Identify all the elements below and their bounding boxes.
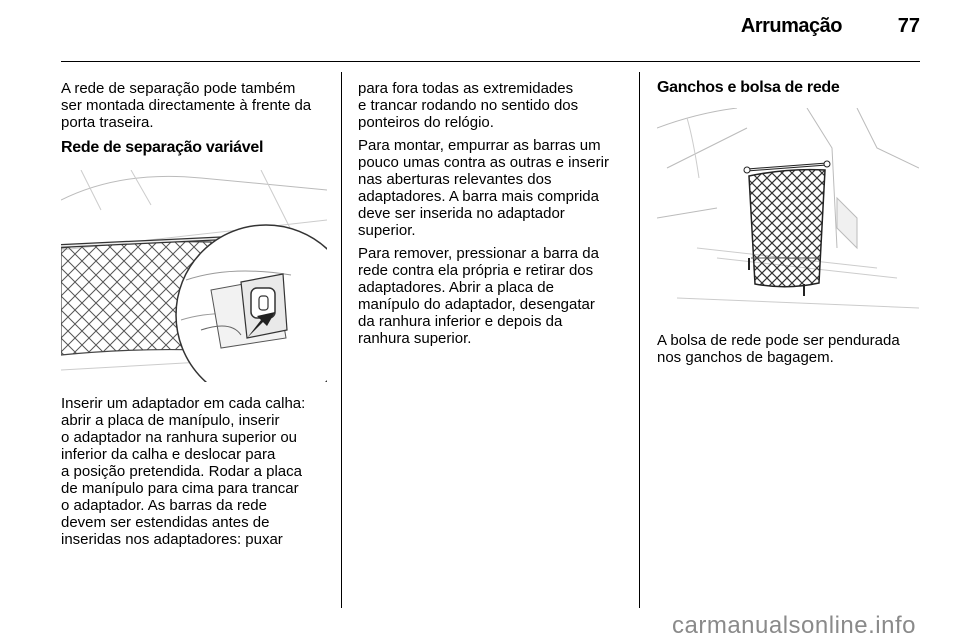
column-1-body — [61, 395, 331, 554]
text-line: o adaptador na ranhura superior ou — [61, 429, 298, 446]
page-header-title: Arrumação — [740, 15, 842, 37]
column-2 — [358, 80, 628, 353]
text-line: para fora todas as extremidades — [358, 80, 574, 97]
text-line: Inserir um adaptador em cada calha: — [61, 395, 306, 412]
text-line: e trancar rodando no sentido dos — [358, 97, 579, 114]
text-line: porta traseira. — [61, 114, 154, 131]
text-line: da ranhura inferior e depois da — [358, 313, 563, 330]
text-line: a posição pretendida. Rodar a placa — [61, 463, 302, 480]
net-adapter-illustration — [61, 170, 327, 382]
text-line: A rede de separação pode também — [61, 80, 296, 97]
text-line: Para montar, empurrar as barras um — [358, 137, 601, 154]
column-1 — [61, 80, 329, 156]
text-line: manípulo do adaptador, desengatar — [358, 296, 595, 313]
text-line: o adaptador. As barras da rede — [61, 497, 267, 514]
text-line: adaptadores. A barra mais comprida — [358, 188, 599, 205]
caption-paragraph — [657, 332, 922, 366]
text-line: de manípulo para cima para trancar — [61, 480, 299, 497]
text-line: inseridas nos adaptadores: puxar — [61, 531, 283, 548]
section-heading-ganchos: Ganchos e bolsa de rede — [657, 79, 840, 96]
paragraph-montar — [358, 137, 628, 239]
text-line: pouco umas contra as outras e inserir — [358, 154, 609, 171]
paragraph-continued — [358, 80, 628, 131]
column-3 — [657, 79, 922, 96]
text-line: superior. — [358, 222, 416, 239]
text-line: ponteiros do relógio. — [358, 114, 494, 131]
section-heading-rede: Rede de separação variável — [61, 139, 264, 156]
page-number: 77 — [897, 15, 920, 37]
text-line: nos ganchos de bagagem. — [657, 349, 834, 366]
text-line: nas aberturas relevantes dos — [358, 171, 552, 188]
column-divider-2 — [639, 72, 640, 608]
watermark: carmanualsonline.info — [672, 612, 916, 639]
text-line: rede contra ela própria e retirar dos — [358, 262, 594, 279]
text-line: devem ser estendidas antes de — [61, 514, 270, 531]
header-rule — [61, 61, 920, 62]
column-divider-1 — [341, 72, 342, 608]
text-line: ranhura superior. — [358, 330, 472, 347]
text-line: adaptadores. Abrir a placa de — [358, 279, 554, 296]
paragraph-remover — [358, 245, 628, 347]
text-line: inferior da calha e deslocar para — [61, 446, 276, 463]
intro-paragraph — [61, 80, 329, 131]
column-3-caption — [657, 332, 922, 372]
text-line: abrir a placa de manípulo, inserir — [61, 412, 280, 429]
text-line: deve ser inserida no adaptador — [358, 205, 565, 222]
text-line: ser montada directamente à frente da — [61, 97, 312, 114]
instruction-paragraph — [61, 395, 331, 548]
text-line: A bolsa de rede pode ser pendurada — [657, 332, 900, 349]
text-line: Para remover, pressionar a barra da — [358, 245, 599, 262]
net-bag-illustration — [657, 108, 919, 313]
